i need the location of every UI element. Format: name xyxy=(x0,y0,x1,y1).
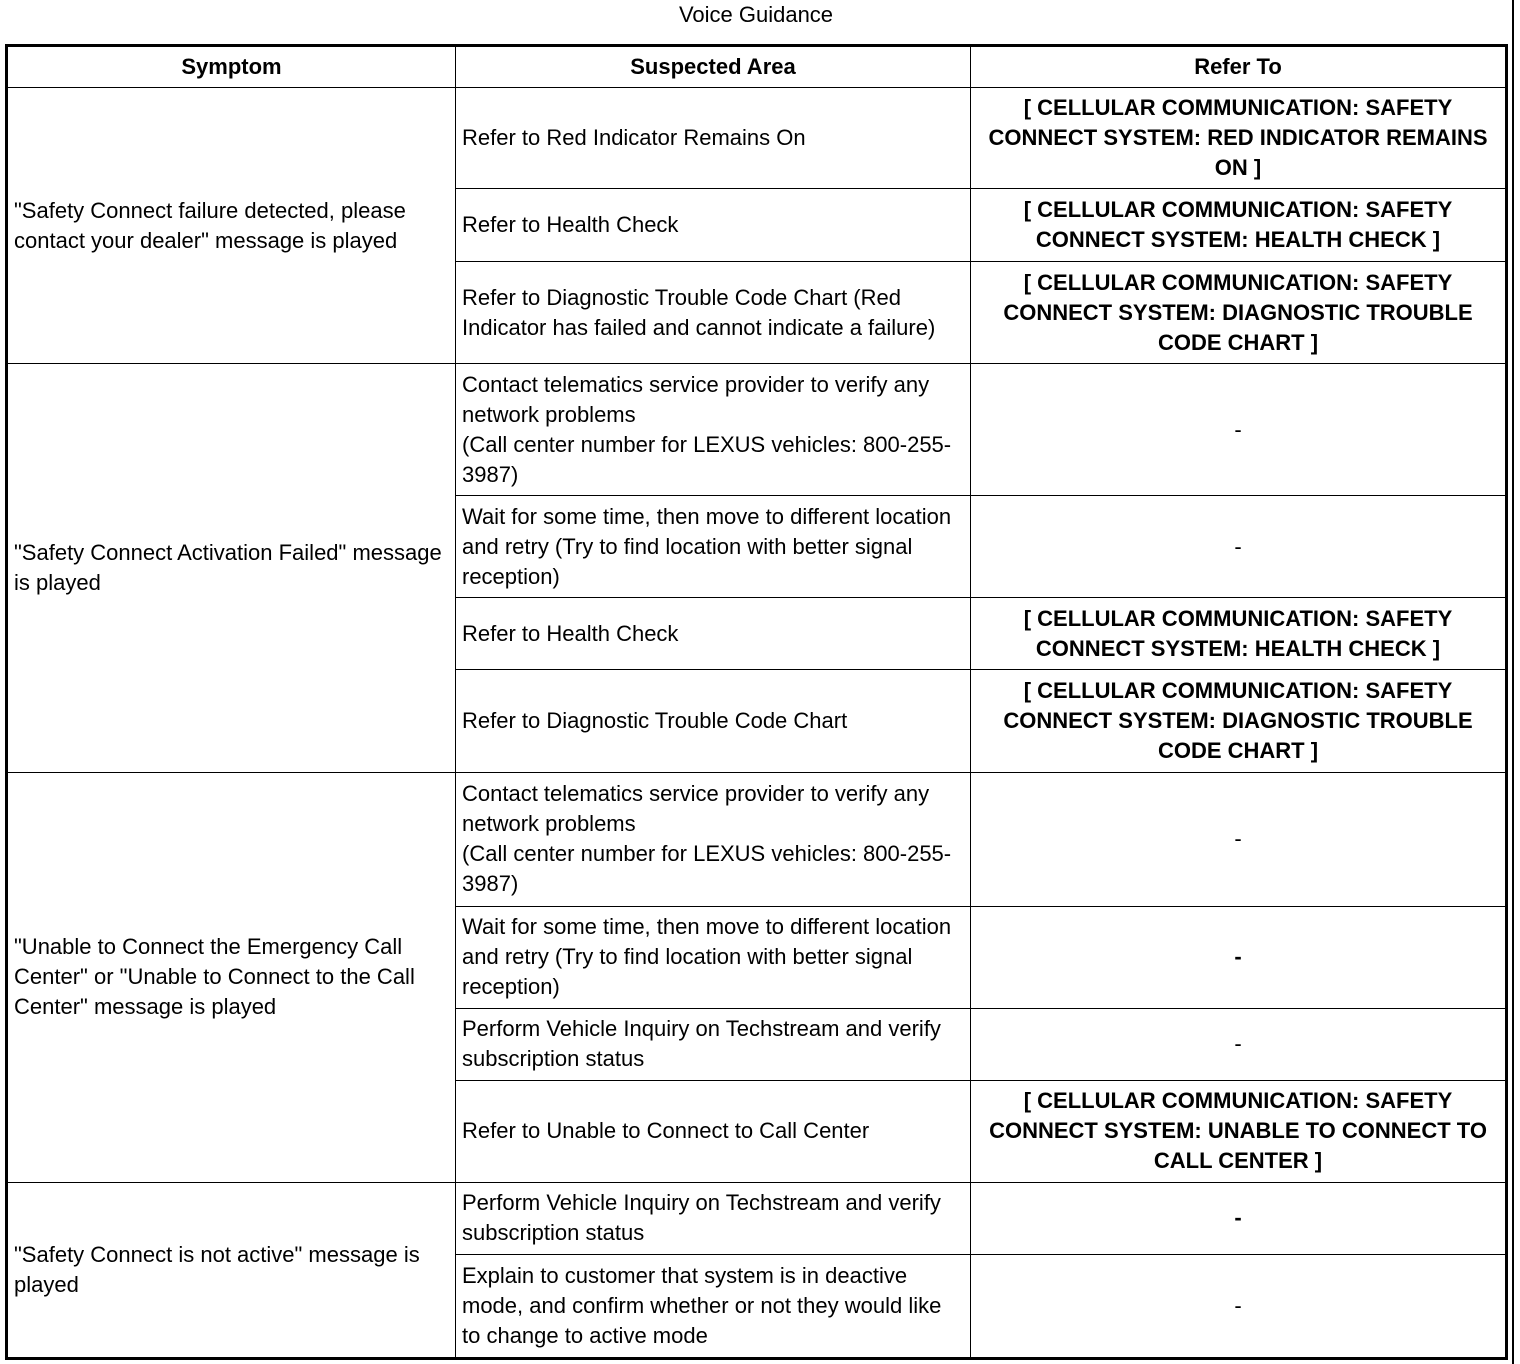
refer-empty: - xyxy=(971,496,1507,598)
suspected-area-cell: Refer to Unable to Connect to Call Center xyxy=(456,1080,971,1182)
refer-link[interactable]: [ CELLULAR COMMUNICATION: SAFETY CONNECT SYSTEM: HEALTH CHECK ] xyxy=(971,189,1507,262)
refer-link[interactable]: [ CELLULAR COMMUNICATION: SAFETY CONNECT SYSTEM: DIAGNOSTIC TROUBLE CODE CHART ] xyxy=(971,262,1507,364)
refer-empty: - xyxy=(971,906,1507,1008)
suspected-area-cell: Wait for some time, then move to different location and retry (Try to find location with better signal reception) xyxy=(456,496,971,598)
header-symptom: Symptom xyxy=(7,46,456,88)
area-line: (Call center number for LEXUS vehicles: 800-255-3987) xyxy=(462,841,952,897)
page-edge-line xyxy=(1512,0,1514,1364)
area-line: Contact telematics service provider to verify any network problems xyxy=(462,781,930,837)
symptom-cell: "Unable to Connect the Emergency Call Center" or "Unable to Connect to the Call Center" message is played xyxy=(7,772,456,1182)
table-row xyxy=(7,1182,1507,1254)
refer-empty: - xyxy=(971,1254,1507,1358)
suspected-area-cell: Perform Vehicle Inquiry on Techstream and verify subscription status xyxy=(456,1008,971,1080)
suspected-area-cell: Refer to Health Check xyxy=(456,189,971,262)
suspected-area-cell: Perform Vehicle Inquiry on Techstream and verify subscription status xyxy=(456,1182,971,1254)
symptom-cell: "Safety Connect Activation Failed" message is played xyxy=(7,364,456,772)
refer-empty: - xyxy=(971,1182,1507,1254)
header-suspected-area: Suspected Area xyxy=(456,46,971,88)
suspected-area-cell: Refer to Red Indicator Remains On xyxy=(456,88,971,189)
area-line: Contact telematics service provider to verify any network problems xyxy=(462,371,930,427)
refer-link[interactable]: [ CELLULAR COMMUNICATION: SAFETY CONNECT SYSTEM: RED INDICATOR REMAINS ON ] xyxy=(971,88,1507,189)
table-row xyxy=(7,364,1507,496)
table-row xyxy=(7,772,1507,906)
table-row xyxy=(7,88,1507,189)
header-row xyxy=(7,46,1507,88)
refer-empty: - xyxy=(971,772,1507,906)
suspected-area-cell xyxy=(456,772,971,906)
refer-link[interactable]: [ CELLULAR COMMUNICATION: SAFETY CONNECT SYSTEM: DIAGNOSTIC TROUBLE CODE CHART ] xyxy=(971,670,1507,772)
suspected-area-cell: Explain to customer that system is in deactive mode, and confirm whether or not they would like to change to active mode xyxy=(456,1254,971,1358)
symptom-cell: "Safety Connect is not active" message is played xyxy=(7,1182,456,1358)
refer-link[interactable]: [ CELLULAR COMMUNICATION: SAFETY CONNECT SYSTEM: HEALTH CHECK ] xyxy=(971,598,1507,670)
refer-empty: - xyxy=(971,1008,1507,1080)
suspected-area-cell: Refer to Diagnostic Trouble Code Chart (Red Indicator has failed and cannot indicate a failure) xyxy=(456,262,971,364)
symptom-cell: "Safety Connect failure detected, please contact your dealer" message is played xyxy=(7,88,456,364)
refer-empty: - xyxy=(971,364,1507,496)
suspected-area-cell: Wait for some time, then move to different location and retry (Try to find location with better signal reception) xyxy=(456,906,971,1008)
area-line: (Call center number for LEXUS vehicles: 800-255-3987) xyxy=(462,431,952,487)
suspected-area-cell xyxy=(456,364,971,496)
suspected-area-cell: Refer to Health Check xyxy=(456,598,971,670)
suspected-area-cell: Refer to Diagnostic Trouble Code Chart xyxy=(456,670,971,772)
header-refer-to: Refer To xyxy=(971,46,1507,88)
voice-guidance-table xyxy=(5,44,1508,1360)
table-caption: Voice Guidance xyxy=(678,2,834,27)
refer-link[interactable]: [ CELLULAR COMMUNICATION: SAFETY CONNECT SYSTEM: UNABLE TO CONNECT TO CALL CENTER ] xyxy=(971,1080,1507,1182)
